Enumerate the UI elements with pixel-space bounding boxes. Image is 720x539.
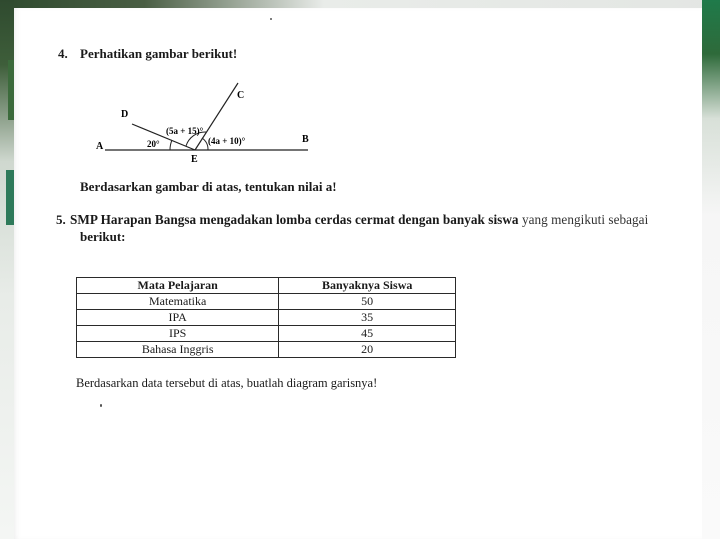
- background-stripe: [6, 170, 14, 225]
- label-angle-dec: (5a + 15)°: [166, 126, 204, 136]
- label-angle-aed: 20°: [147, 139, 160, 149]
- table-row: [77, 326, 456, 342]
- question-4-number: 4.: [58, 46, 68, 61]
- paper-speck: [270, 18, 272, 20]
- student-count-table: [76, 277, 456, 358]
- cell-subject: IPS: [77, 326, 279, 342]
- header-subject: Mata Pelajaran: [77, 278, 279, 294]
- label-point-b: B: [302, 134, 309, 145]
- label-point-d: D: [121, 109, 129, 120]
- question-5-line-1: [70, 212, 648, 227]
- cell-subject: Bahasa Inggris: [77, 342, 279, 358]
- cell-count: 50: [279, 294, 456, 310]
- photo-edge-left: [0, 0, 14, 539]
- label-angle-ceb: (4a + 10)°: [208, 136, 246, 146]
- question-5-number: 5.: [56, 212, 66, 227]
- cell-count: 20: [279, 342, 456, 358]
- label-point-e: E: [191, 154, 198, 165]
- label-point-c: C: [237, 90, 245, 101]
- arc-aed: [170, 140, 172, 150]
- header-count: Banyaknya Siswa: [279, 278, 456, 294]
- paper-speck: [100, 404, 102, 407]
- question-4-task: Berdasarkan gambar di atas, tentukan nilai a!: [80, 179, 337, 194]
- table-row: [77, 342, 456, 358]
- question-5-line-1-light: yang mengikuti sebagai: [521, 212, 649, 227]
- background-stripe: [8, 60, 14, 120]
- question-4-prompt: Perhatikan gambar berikut!: [80, 46, 238, 61]
- cell-subject: Matematika: [77, 294, 279, 310]
- label-point-a: A: [96, 141, 104, 152]
- cell-count: 45: [279, 326, 456, 342]
- table-header-row: [77, 278, 456, 294]
- question-5-line-1-bold: SMP Harapan Bangsa mengadakan lomba cerdas cermat dengan banyak siswa: [70, 212, 519, 227]
- table-row: [77, 310, 456, 326]
- photo-edge-right: [702, 0, 720, 539]
- question-5-line-2: berikut:: [80, 229, 126, 244]
- cell-subject: IPA: [77, 310, 279, 326]
- cell-count: 35: [279, 310, 456, 326]
- table-row: [77, 294, 456, 310]
- angle-figure: [90, 80, 330, 170]
- question-5-task: Berdasarkan data tersebut di atas, buatlah diagram garisnya!: [76, 376, 378, 390]
